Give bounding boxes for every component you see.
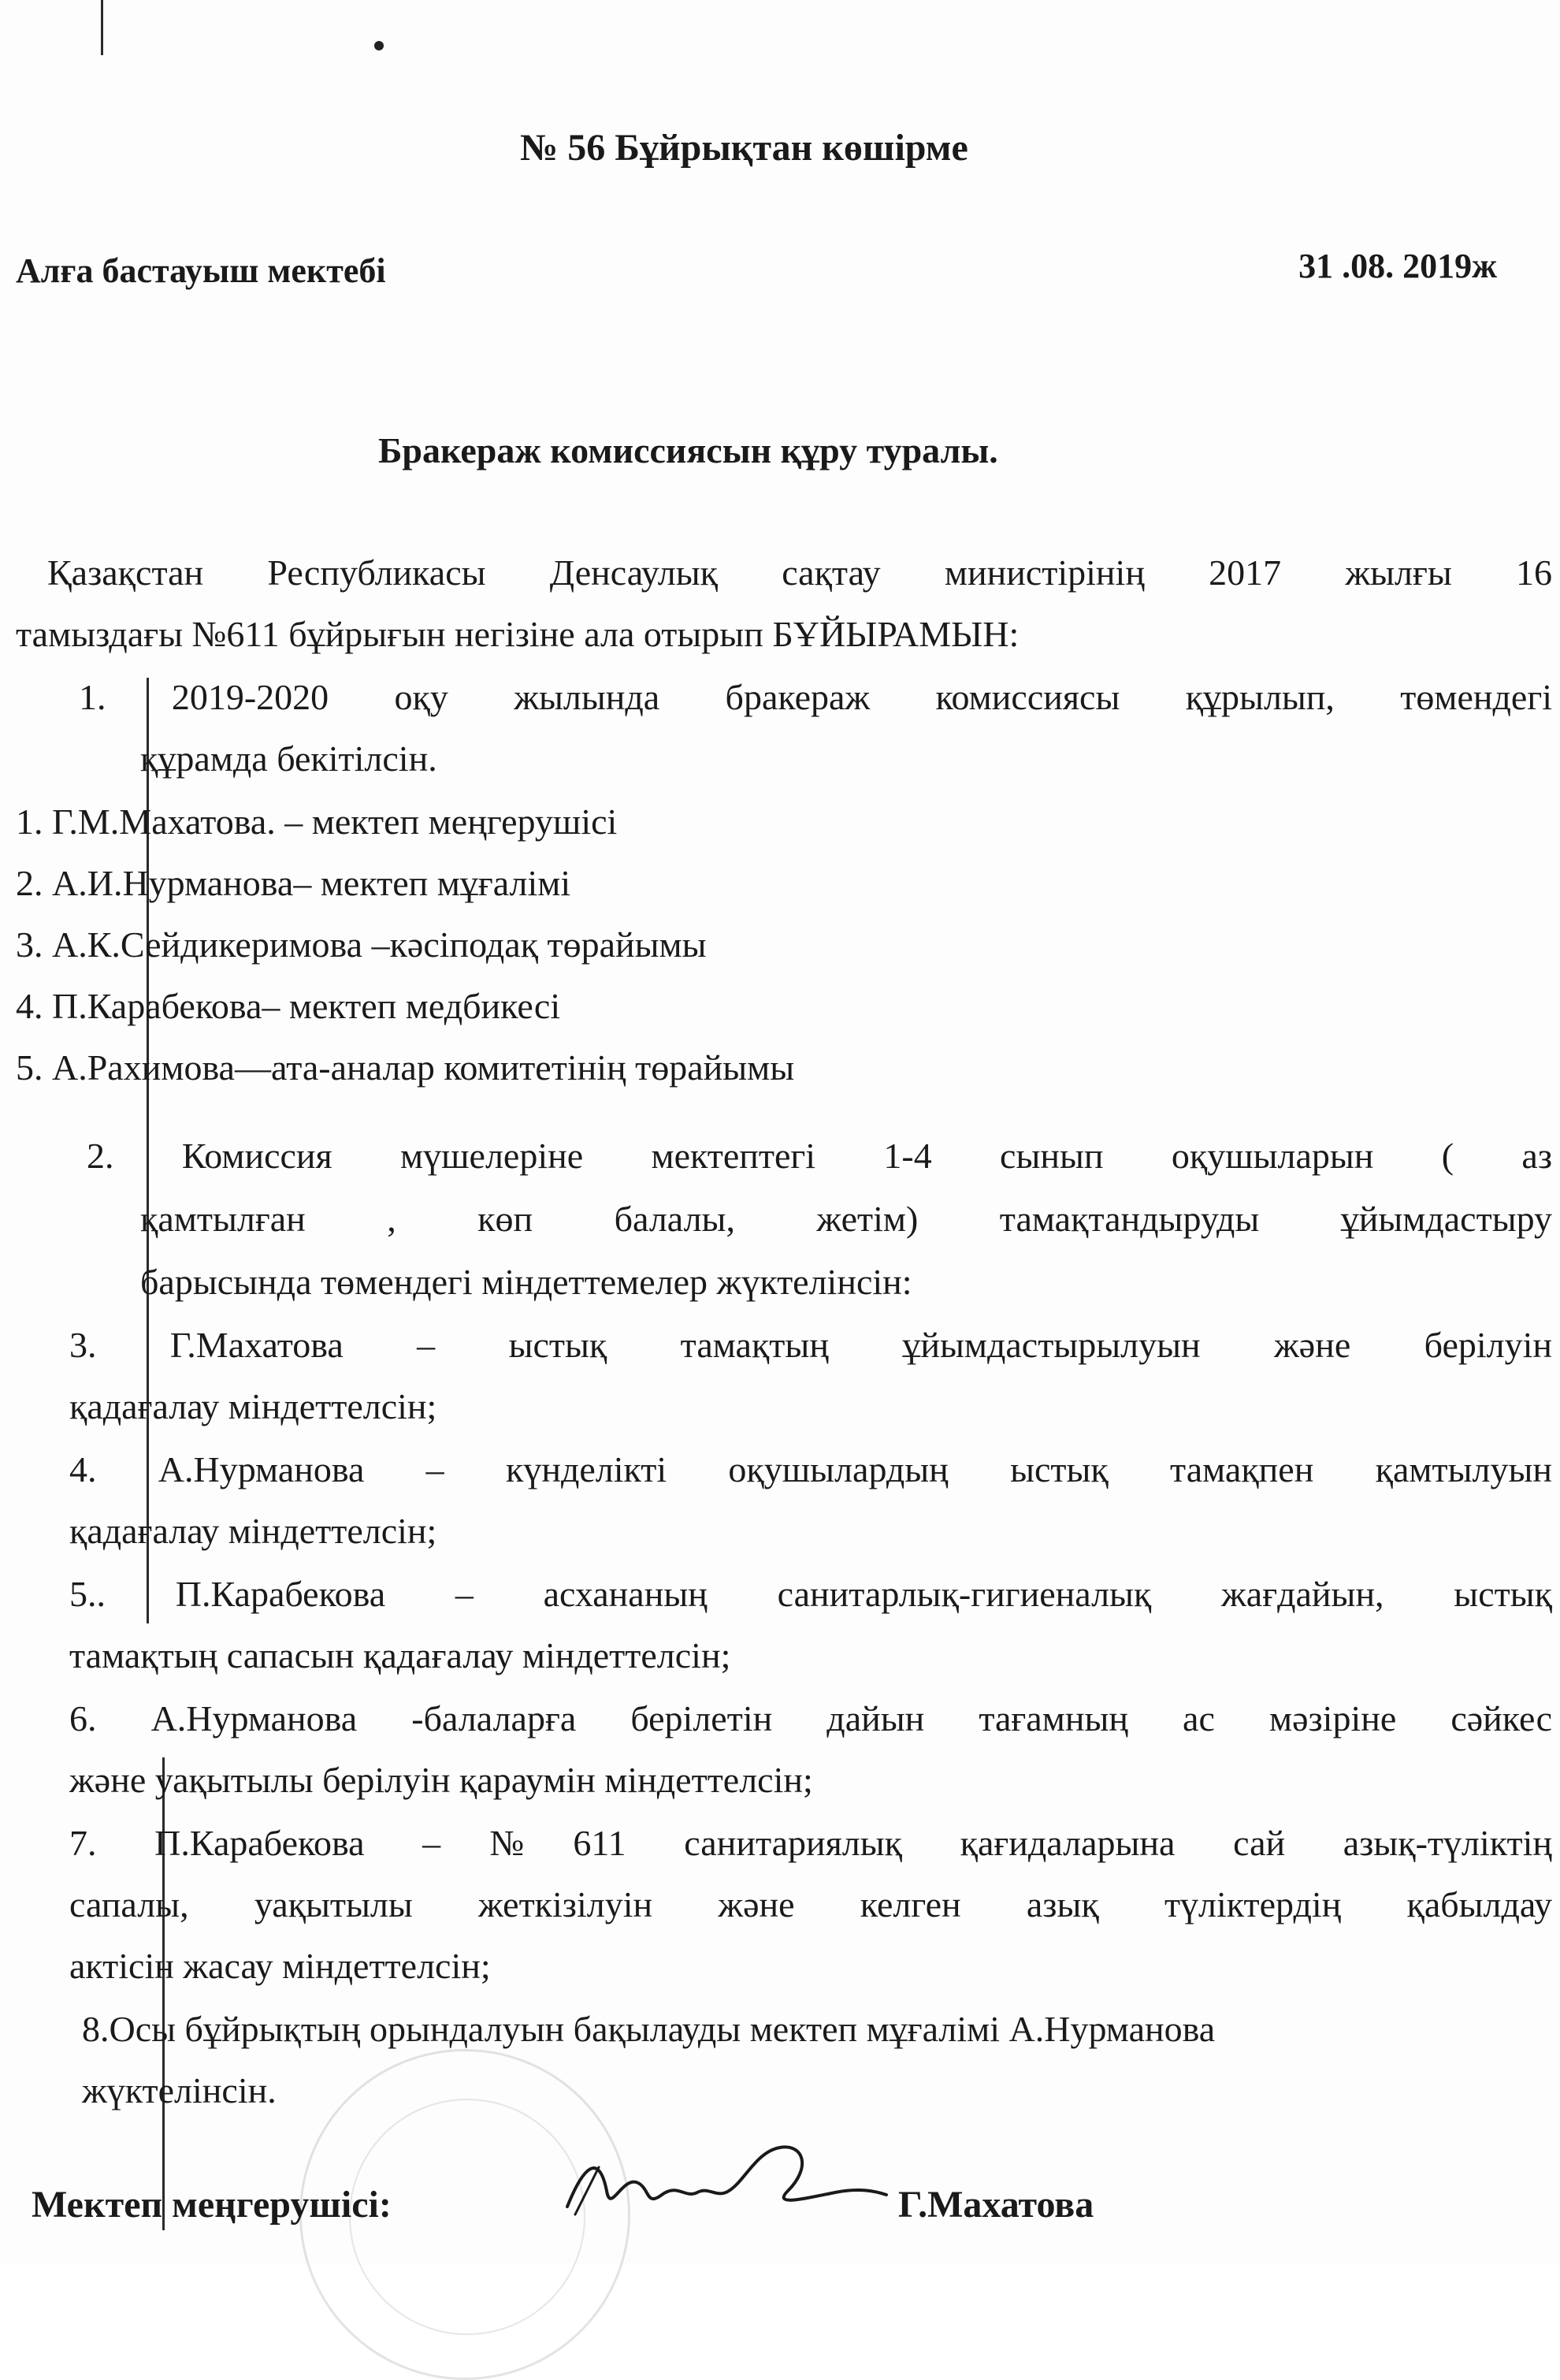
order-subject: Бракераж комиссиясын құру туралы.: [378, 430, 998, 470]
order-item-2-cont: қамтылған , көп балалы, жетім) тамақтандыруды ұйымдастыру: [140, 1199, 1552, 1239]
scan-speck: [374, 41, 384, 50]
intro-line: тамыздағы №611 бұйрығын негізіне ала отырып БҰЙЫРАМЫН:: [16, 614, 1020, 654]
duty-item-5-cont: тамақтың сапасын қадағалау міндеттелсін;: [69, 1635, 731, 1675]
document-date: 31 .08. 2019ж: [1298, 247, 1497, 285]
duty-item-4-cont: қадағалау міндеттелсін;: [69, 1511, 437, 1551]
scan-artifact-line: [101, 0, 103, 55]
duty-item-6-cont: және уақытылы берілуін қараумін міндеттелсін;: [69, 1760, 813, 1800]
duty-item-7-cont: актісін жасау міндеттелсін;: [69, 1946, 491, 1986]
document-heading: № 56 Бұйрықтан көшірме: [520, 127, 968, 169]
order-item-8: 8.Осы бұйрықтың орындалуын бақылауды мектеп мұғалімі А.Нурманова: [82, 2009, 1216, 2049]
order-item-2-cont: барысында төмендегі міндеттемелер жүктелінсін:: [140, 1262, 912, 1302]
duty-item-4: 4. А.Нурманова – күнделікті оқушылардың ыстық тамақпен қамтылуын: [69, 1449, 1552, 1489]
member-item: 4. П.Карабекова– мектеп медбикесі: [16, 986, 561, 1026]
signatory-name: Г.Махатова: [898, 2184, 1094, 2226]
duty-item-7-cont: сапалы, уақытылы жеткізілуін және келген азық түліктердің қабылдау: [69, 1884, 1552, 1924]
member-item: 5. А.Рахимова—ата-аналар комитетінің төрайымы: [16, 1047, 795, 1088]
order-item-2: 2. Комиссия мүшелеріне мектептегі 1-4 сынып оқушыларын ( аз: [87, 1136, 1552, 1176]
order-item-1-cont: құрамда бекітілсін.: [140, 738, 437, 779]
duty-item-6: 6. А.Нурманова -балаларға берілетін дайын тағамның ас мәзіріне сәйкес: [69, 1698, 1552, 1739]
duty-item-3: 3. Г.Махатова – ыстық тамақтың ұйымдастырылуын және берілуін: [69, 1325, 1552, 1365]
school-name: Алға бастауыш мектебі: [16, 251, 386, 290]
handwritten-signature: [552, 2120, 890, 2246]
duty-item-7: 7. П.Карабекова –№611 санитариялық қағидаларына сай азық-түліктің: [69, 1823, 1552, 1863]
duty-item-3-cont: қадағалау міндеттелсін;: [69, 1386, 437, 1426]
duty-item-5: 5.. П.Карабекова – асхананың санитарлық-гигиеналық жағдайын, ыстық: [69, 1574, 1552, 1614]
member-item: 1. Г.М.Махатова. – мектеп меңгерушісі: [16, 801, 618, 842]
order-item-1: 1. 2019-2020 оқу жылында бракераж комиссиясы құрылып, төмендегі: [79, 677, 1552, 717]
order-item-8-cont: жүктелінсін.: [82, 2070, 277, 2110]
member-item: 2. А.И.Нурманова– мектеп мұғалімі: [16, 863, 571, 903]
member-item: 3. А.К.Сейдикеримова –кәсіподақ төрайымы: [16, 924, 707, 965]
intro-line: Қазақстан Республикасы Денсаулық сақтау министірінің 2017 жылғы 16: [47, 552, 1552, 593]
signature-label: Мектеп меңгерушісі:: [32, 2184, 392, 2226]
